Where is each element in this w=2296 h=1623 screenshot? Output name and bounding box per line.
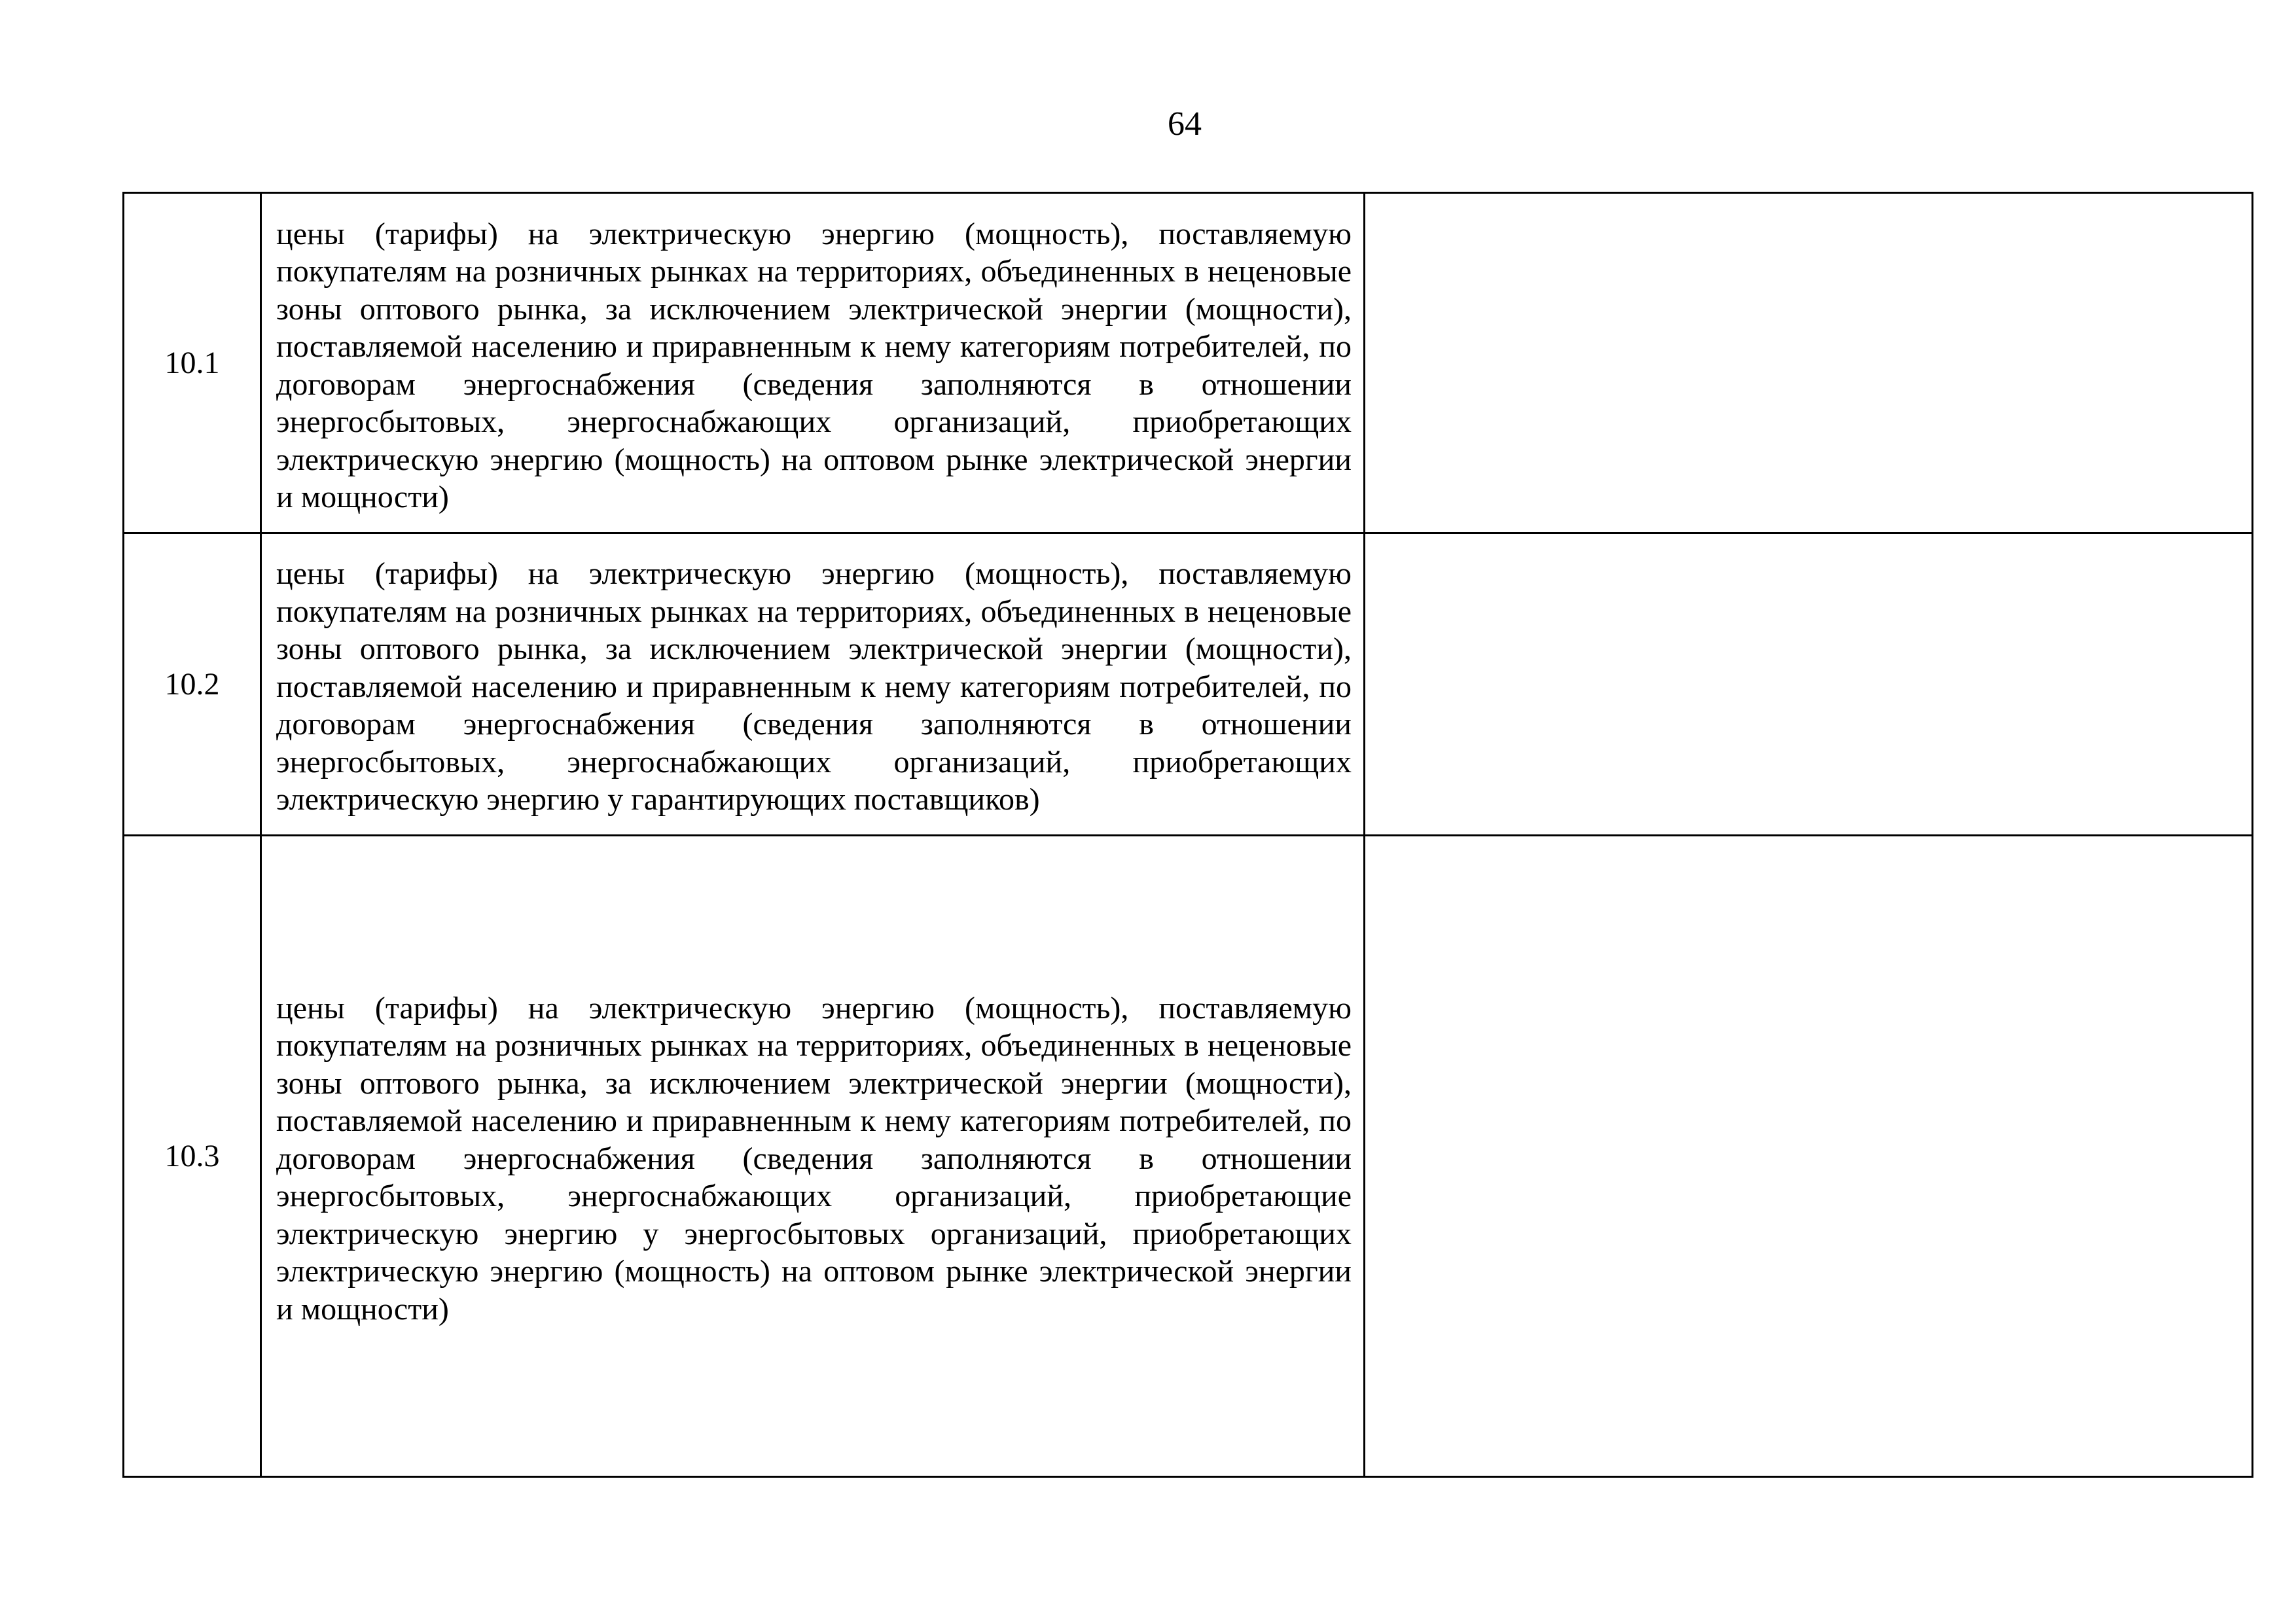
value-cell [1365, 836, 2253, 1477]
description-cell [261, 533, 1365, 836]
description-text: цены (тарифы) на электрическую энергию (мощность), поставляемую покупателям на розничных рынках на территориях, объединенных в неценовые зоны оптового рынка, за исключением электрической энергии (мощности), поставляемой населению и приравненным к нему категориям потребителей, по договорам энергоснабжения (сведения заполняются в отношении энергосбытовых, энергоснабжающих организаций, приобретающих электрическую энергию (мощность) на оптовом рынке электрической энергии и мощности) [276, 216, 1352, 514]
description-cell [261, 193, 1365, 533]
row-number-cell: 10.2 [124, 533, 261, 836]
row-number-cell: 10.1 [124, 193, 261, 533]
page-number: 64 [1168, 105, 1202, 143]
table-row [124, 836, 2253, 1477]
row-number-cell: 10.3 [124, 836, 261, 1477]
value-cell [1365, 533, 2253, 836]
table-row [124, 193, 2253, 533]
table-row [124, 533, 2253, 836]
description-cell [261, 836, 1365, 1477]
description-text: цены (тарифы) на электрическую энергию (мощность), поставляемую покупателям на розничных рынках на территориях, объединенных в неценовые зоны оптового рынка, за исключением электрической энергии (мощности), поставляемой населению и приравненным к нему категориям потребителей, по договорам энергоснабжения (сведения заполняются в отношении энергосбытовых, энергоснабжающих организаций, приобретающие электрическую энергию у энергосбытовых организаций, приобретающих электрическую энергию (мощность) на оптовом рынке электрической энергии и мощности) [276, 990, 1352, 1327]
value-cell [1365, 193, 2253, 533]
description-text: цены (тарифы) на электрическую энергию (мощность), поставляемую покупателям на розничных рынках на территориях, объединенных в неценовые зоны оптового рынка, за исключением электрической энергии (мощности), поставляемой населению и приравненным к нему категориям потребителей, по договорам энергоснабжения (сведения заполняются в отношении энергосбытовых, энергоснабжающих организаций, приобретающих электрическую энергию у гарантирующих поставщиков) [276, 556, 1352, 817]
form-table [122, 192, 2253, 1478]
